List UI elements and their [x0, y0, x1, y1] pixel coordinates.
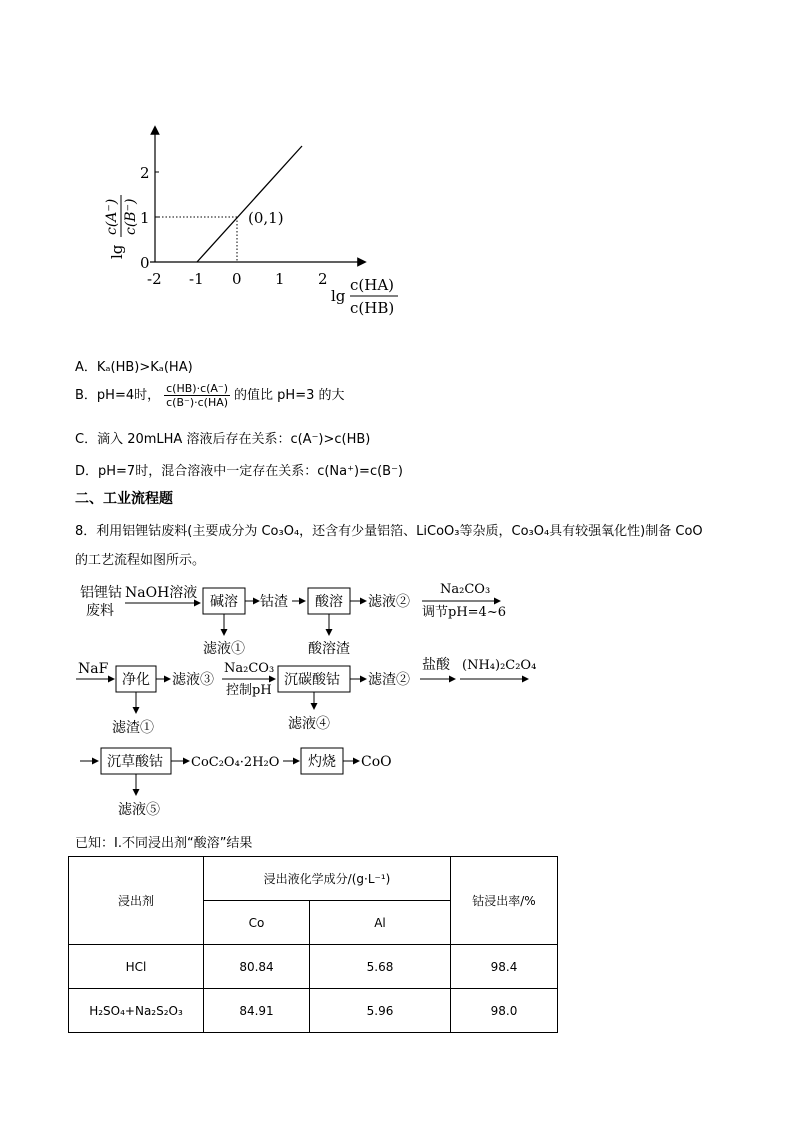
option-a: A．Kₐ(HB)>Kₐ(HA): [75, 360, 193, 375]
y-tick-1: 1: [140, 209, 150, 227]
leach-table: [68, 856, 558, 1033]
y-label-num: c(A⁻): [104, 198, 120, 235]
oxalate-reagent: (NH₄)₂C₂O₄: [462, 658, 537, 673]
cell-co: 80.84: [204, 945, 310, 989]
box-carbonate: 沉碳酸钴: [284, 672, 340, 688]
y-tick-0: 0: [140, 254, 150, 272]
naoh-reagent: NaOH溶液: [125, 585, 198, 601]
option-c: C．滴入 20mLHA 溶液后存在关系：c(A⁻)>c(HB): [75, 432, 371, 447]
header-agent: 浸出剂: [69, 857, 204, 945]
start-material-2: 废料: [86, 603, 114, 619]
box-calcine: 灼烧: [308, 754, 336, 770]
product-coo: CoO: [361, 754, 392, 770]
option-d: D．pH=7时，混合溶液中一定存在关系：c(Na⁺)=c(B⁻): [75, 464, 404, 479]
x-tick-4: 2: [318, 270, 328, 288]
control-ph: 控制pH: [226, 683, 272, 698]
graph: [100, 120, 420, 330]
filtrate-1: 滤液①: [203, 641, 245, 657]
point-label: (0,1): [248, 209, 284, 227]
option-b-prefix: B．pH=4时，: [75, 388, 161, 403]
adjust-ph: 调节pH=4~6: [422, 605, 506, 620]
header-composition: 浸出液化学成分/(g·L⁻¹): [204, 857, 451, 901]
acid-residue: 酸溶渣: [308, 641, 350, 657]
cell-co: 84.91: [204, 989, 310, 1033]
hcl-reagent: 盐酸: [422, 657, 450, 673]
x-label-den: c(HB): [350, 299, 395, 317]
residue-2: 滤渣②: [368, 672, 410, 688]
option-b-den: c(B⁻)·c(HA): [166, 396, 229, 409]
x-tick-1: -1: [189, 270, 204, 288]
header-al: Al: [310, 901, 451, 945]
cell-agent: HCl: [69, 945, 204, 989]
filtrate-2: 滤液②: [368, 594, 410, 610]
cell-al: 5.96: [310, 989, 451, 1033]
flow-chart: [70, 575, 540, 825]
box-alkali-dissolve: 碱溶: [210, 594, 238, 610]
data-line: [197, 146, 302, 262]
filtrate-4: 滤液④: [288, 716, 330, 732]
box-purify: 净化: [122, 672, 150, 688]
x-label-num: c(HA): [350, 276, 395, 294]
filtrate-5: 滤液⑤: [118, 802, 160, 818]
option-b: [75, 382, 345, 409]
filtrate-3: 滤液③: [172, 672, 214, 688]
y-label-den: c(B⁻): [123, 198, 139, 235]
na2co3-reagent: Na₂CO₃: [440, 582, 491, 597]
na2co3-reagent-2: Na₂CO₃: [224, 661, 275, 676]
table-row: [69, 989, 558, 1033]
cell-agent: H₂SO₄+Na₂S₂O₃: [69, 989, 204, 1033]
x-tick-2: 0: [232, 270, 242, 288]
y-label-lg: lg: [108, 244, 126, 259]
x-tick-0: -2: [147, 270, 162, 288]
option-b-num: c(HB)·c(A⁻): [166, 382, 229, 395]
section-title: 二、工业流程题: [75, 491, 173, 507]
header-co: Co: [204, 901, 310, 945]
start-material-1: 铝锂钴: [80, 585, 122, 601]
cobalt-residue: 钴渣: [260, 594, 288, 610]
question-line-2: 的工艺流程如图所示。: [75, 553, 206, 568]
option-b-suffix: 的值比 pH=3 的大: [234, 388, 345, 403]
cell-rate: 98.0: [451, 989, 558, 1033]
cell-rate: 98.4: [451, 945, 558, 989]
residue-1: 滤渣①: [112, 720, 154, 736]
y-tick-2: 2: [140, 164, 150, 182]
header-rate: 钴浸出率/%: [451, 857, 558, 945]
known-info: 已知：I.不同浸出剂“酸溶”结果: [75, 836, 253, 851]
product-oxalate: CoC₂O₄·2H₂O: [191, 755, 280, 770]
box-acid-dissolve: 酸溶: [315, 594, 343, 610]
box-oxalate: 沉草酸钴: [107, 754, 163, 770]
x-label-lg: lg: [331, 287, 346, 305]
option-b-fraction: [164, 382, 230, 409]
x-tick-3: 1: [275, 270, 285, 288]
table-row: [69, 945, 558, 989]
naf-reagent: NaF: [78, 661, 109, 677]
cell-al: 5.68: [310, 945, 451, 989]
question-line-1: 8．利用铝锂钴废料(主要成分为 Co₃O₄，还含有少量铝箔、LiCoO₃等杂质，Co₃O₄具有较强氧化性)制备 CoO: [75, 524, 703, 539]
